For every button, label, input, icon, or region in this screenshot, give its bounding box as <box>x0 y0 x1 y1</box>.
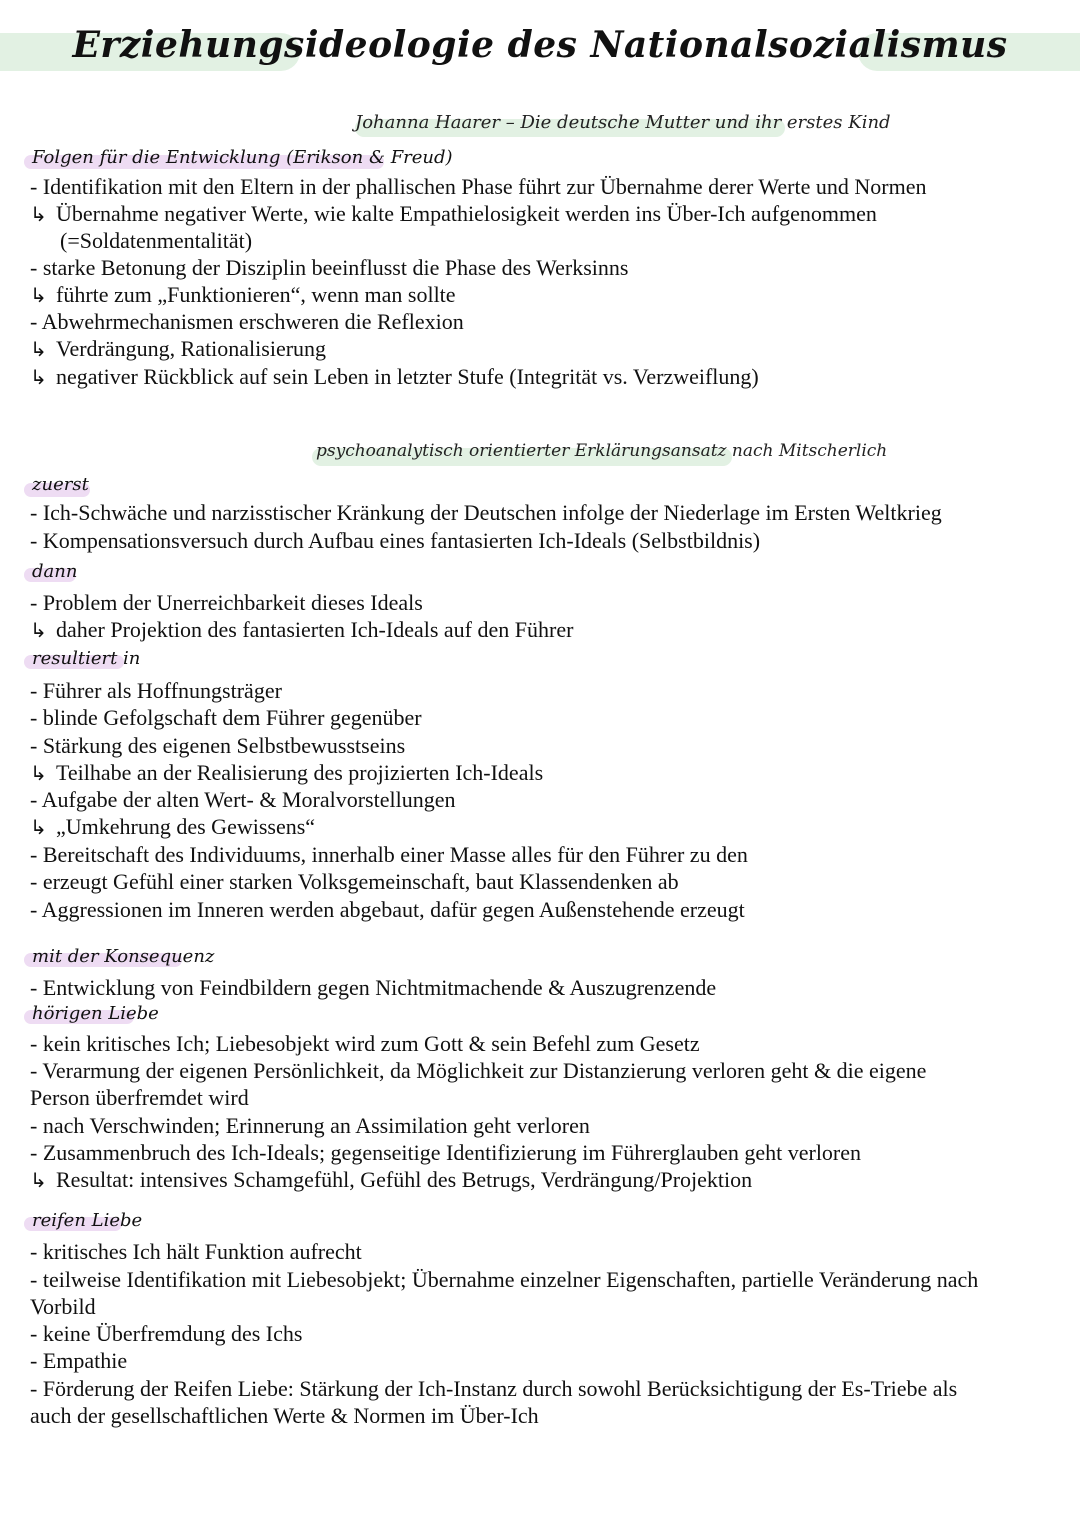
subtitle-haarer: Johanna Haarer – Die deutsche Mutter und ihr erstes Kind <box>355 112 891 133</box>
text-span: negativer Rückblick auf sein Leben in letzter Stufe (Integrität vs. Verzweiflung) <box>56 364 759 389</box>
text-line <box>30 200 877 228</box>
label-horigen: hörigen Liebe <box>32 1003 159 1024</box>
text-line: - Problem der Unerreichbarkeit dieses Ideals <box>30 590 423 615</box>
text-line: - kein kritisches Ich; Liebesobjekt wird zum Gott & sein Befehl zum Gesetz <box>30 1031 700 1056</box>
text-line: - starke Betonung der Disziplin beeinflusst die Phase des Werksinns <box>30 255 629 280</box>
text-line: - Führer als Hoffnungsträger <box>30 678 282 703</box>
text-line: - teilweise Identifikation mit Liebesobjekt; Übernahme einzelner Eigenschaften, partielle Veränderung nach <box>30 1267 979 1292</box>
subtitle-mitscherlich: psychoanalytisch orientierter Erklärungsansatz nach Mitscherlich <box>316 441 888 461</box>
text-line: Vorbild <box>30 1294 96 1319</box>
arrow-icon: ↳ <box>30 761 47 785</box>
label-resultiert: resultiert in <box>32 648 141 669</box>
text-span: Übernahme negativer Werte, wie kalte Empathielosigkeit werden ins Über-Ich aufgenommen <box>56 201 877 226</box>
text-line: - Aufgabe der alten Wert- & Moralvorstellungen <box>30 787 456 812</box>
text-line: - Stärkung des eigenen Selbstbewusstseins <box>30 733 406 758</box>
text-line: - Aggressionen im Inneren werden abgebaut, dafür gegen Außenstehende erzeugt <box>30 897 745 922</box>
arrow-icon: ↳ <box>30 365 47 389</box>
text-line: - Identifikation mit den Eltern in der phallischen Phase führt zur Übernahme derer Werte und Normen <box>30 174 927 199</box>
arrow-icon: ↳ <box>30 1168 47 1192</box>
arrow-icon: ↳ <box>30 202 47 226</box>
text-line: - Bereitschaft des Individuums, innerhalb einer Masse alles für den Führer zu den <box>30 842 748 867</box>
label-dann: dann <box>32 561 78 582</box>
text-line: - erzeugt Gefühl einer starken Volksgemeinschaft, baut Klassendenken ab <box>30 869 679 894</box>
text-line: - Verarmung der eigenen Persönlichkeit, da Möglichkeit zur Distanzierung verloren geht & die eigene <box>30 1058 927 1083</box>
text-line: - keine Überfremdung des Ichs <box>30 1321 303 1346</box>
text-line: auch der gesellschaftlichen Werte & Normen im Über-Ich <box>30 1403 539 1428</box>
label-folgen: Folgen für die Entwicklung (Erikson & Freud) <box>32 147 453 168</box>
text-line <box>30 363 759 391</box>
arrow-icon: ↳ <box>30 283 47 307</box>
text-span: „Umkehrung des Gewissens“ <box>56 814 316 839</box>
arrow-icon: ↳ <box>30 337 47 361</box>
page-title: Erziehungsideologie des Nationalsozialismus <box>72 24 1008 66</box>
text-span: Teilhabe an der Realisierung des projizierten Ich-Ideals <box>56 760 544 785</box>
text-line: - nach Verschwinden; Erinnerung an Assimilation geht verloren <box>30 1113 590 1138</box>
text-line: - kritisches Ich hält Funktion aufrecht <box>30 1239 362 1264</box>
text-line: - Förderung der Reifen Liebe: Stärkung der Ich-Instanz durch sowohl Berücksichtigung der Es-Triebe als <box>30 1376 958 1401</box>
text-line: - Ich-Schwäche und narzisstischer Kränkung der Deutschen infolge der Niederlage im Ersten Weltkrieg <box>30 500 942 525</box>
text-span: Verdrängung, Rationalisierung <box>56 336 327 361</box>
text-line: - Entwicklung von Feindbildern gegen Nichtmitmachende & Auszugrenzende <box>30 975 717 1000</box>
text-line: - blinde Gefolgschaft dem Führer gegenüber <box>30 705 422 730</box>
text-line: Person überfremdet wird <box>30 1085 249 1110</box>
text-span: Resultat: intensives Schamgefühl, Gefühl des Betrugs, Verdrängung/Projektion <box>56 1167 753 1192</box>
text-line <box>30 759 543 787</box>
arrow-icon: ↳ <box>30 618 47 642</box>
text-line <box>30 1166 752 1194</box>
text-line <box>30 335 326 363</box>
text-line: (=Soldatenmentalität) <box>60 228 253 253</box>
label-konsequenz: mit der Konsequenz <box>32 946 215 967</box>
text-span: führte zum „Funktionieren“, wenn man sollte <box>56 282 456 307</box>
arrow-icon: ↳ <box>30 815 47 839</box>
text-line <box>30 813 315 841</box>
label-zuerst: zuerst <box>32 474 89 495</box>
text-span: daher Projektion des fantasierten Ich-Ideals auf den Führer <box>56 617 574 642</box>
text-line <box>30 616 573 644</box>
label-reifen: reifen Liebe <box>32 1210 143 1231</box>
text-line <box>30 281 456 309</box>
text-line: - Abwehrmechanismen erschweren die Reflexion <box>30 309 464 334</box>
text-line: - Zusammenbruch des Ich-Ideals; gegenseitige Identifizierung im Führerglauben geht verloren <box>30 1140 862 1165</box>
text-line: - Kompensationsversuch durch Aufbau eines fantasierten Ich-Ideals (Selbstbildnis) <box>30 528 761 553</box>
text-line: - Empathie <box>30 1348 128 1373</box>
